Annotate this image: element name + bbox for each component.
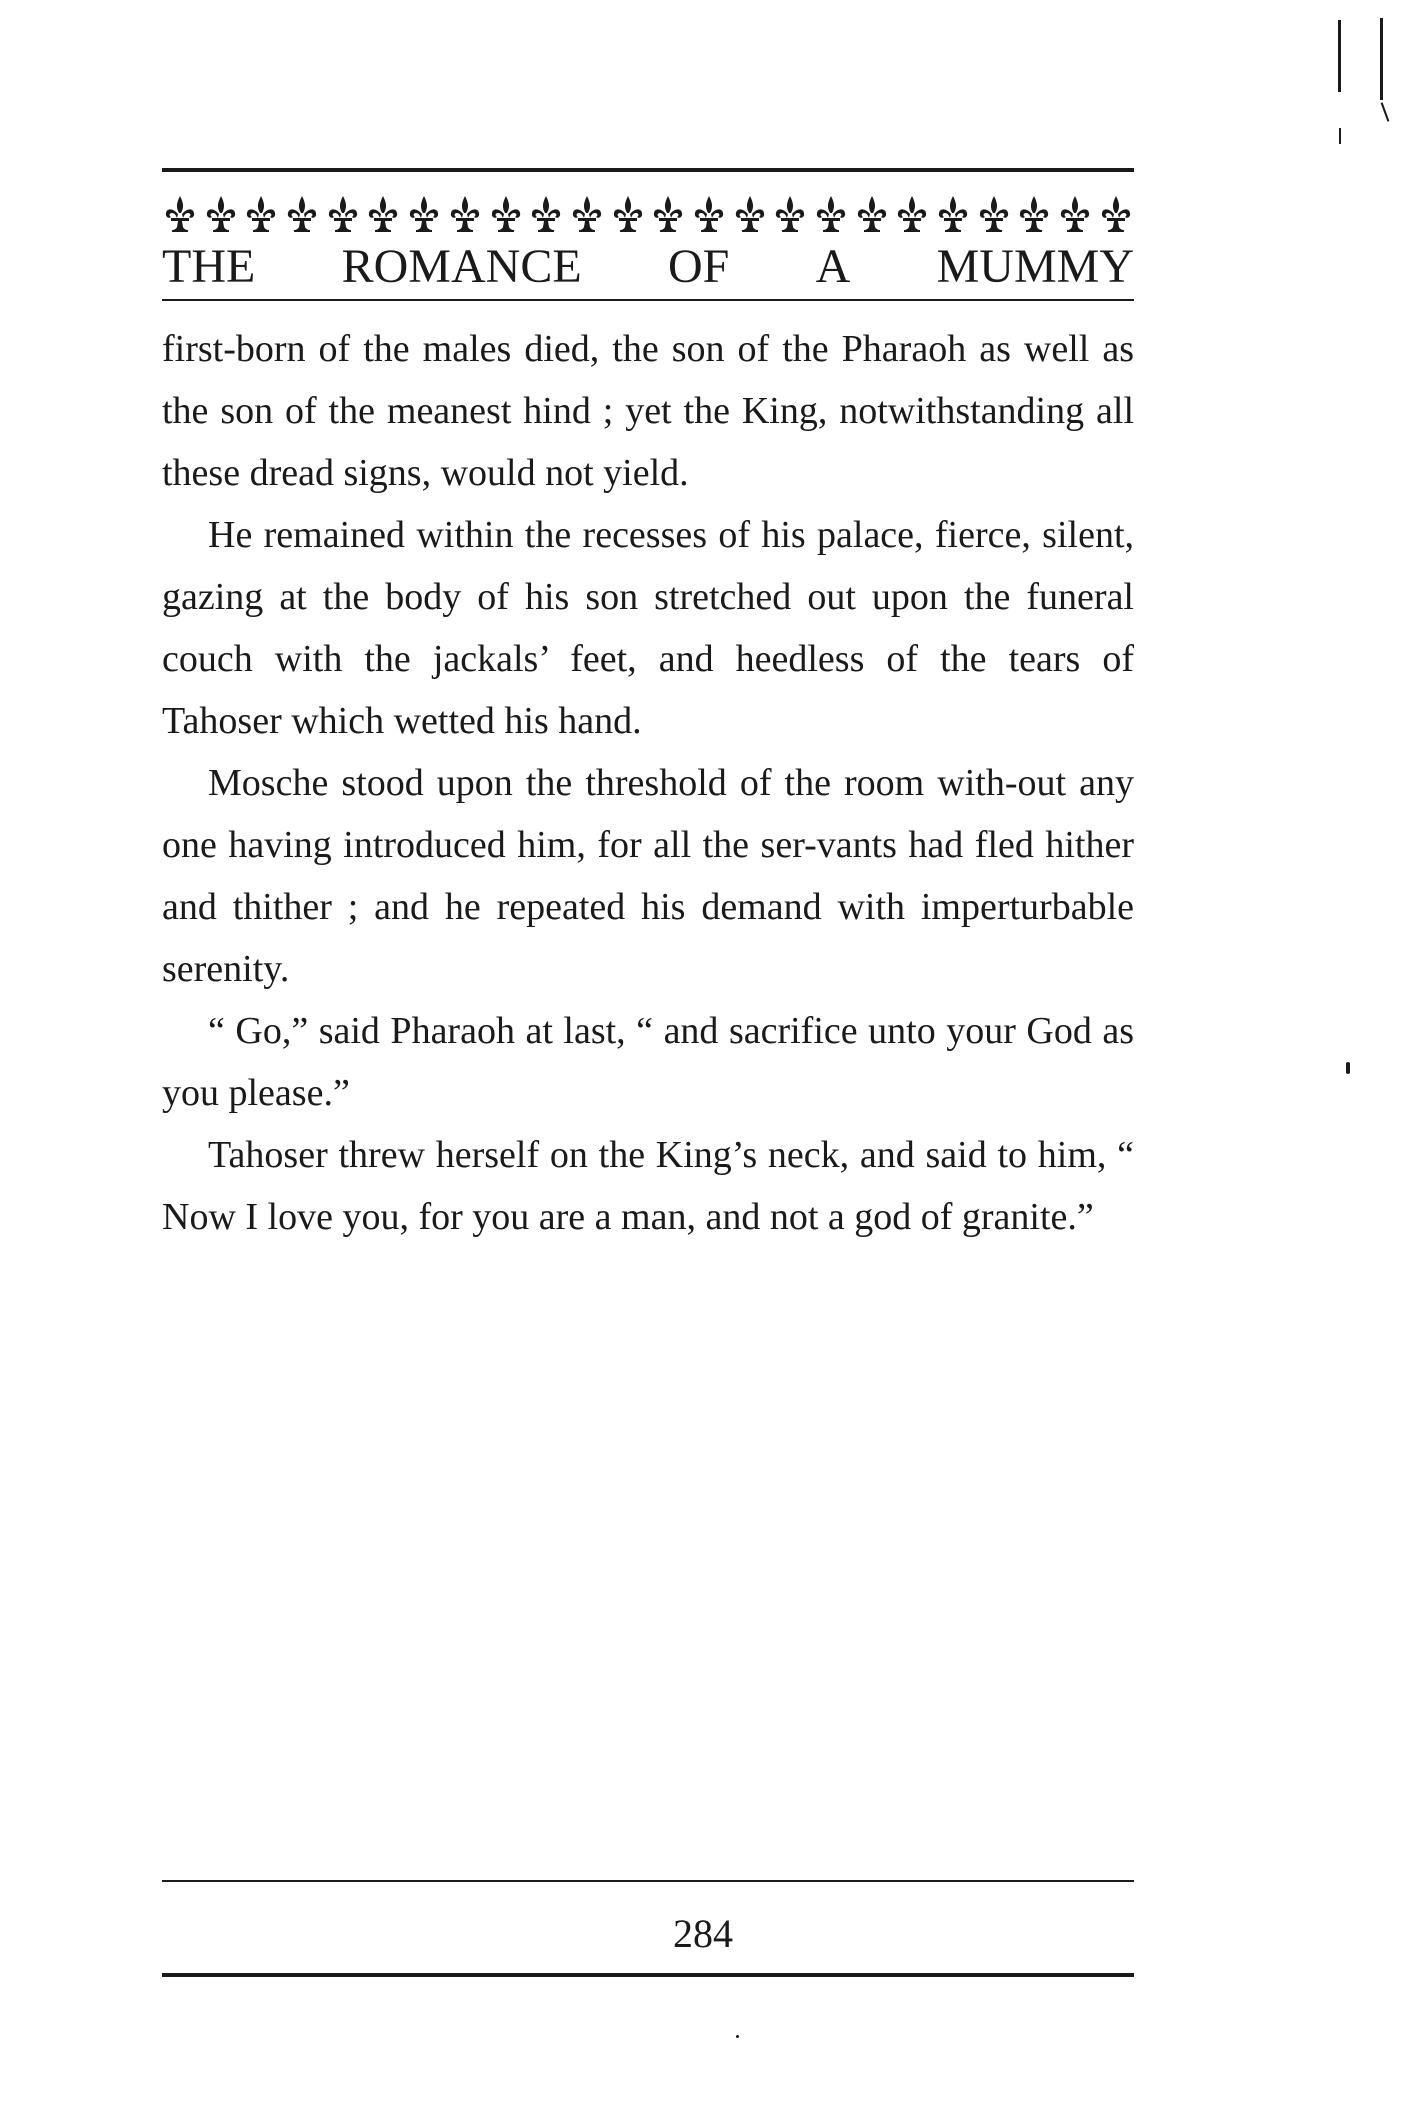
body-text	[162, 318, 1134, 1248]
paragraph: first-born of the males died, the son of the Pharaoh as well as the son of the meanest hind ; yet the King, notwithstanding all these dread signs, would not yield.	[162, 328, 1134, 494]
fleur-de-lis-icon	[488, 194, 524, 234]
header-bottom-rule	[162, 299, 1134, 301]
fleur-de-lis-icon	[732, 194, 768, 234]
fleur-de-lis-icon	[854, 194, 890, 234]
running-head	[162, 238, 1134, 294]
fleur-de-lis-icon	[406, 194, 442, 234]
fleur-de-lis-icon	[243, 194, 279, 234]
fleur-de-lis-icon	[528, 194, 564, 234]
fleur-de-lis-icon	[610, 194, 646, 234]
paragraph: Mosche stood upon the threshold of the room with-out any one having introduced him, for all the ser-vants had fled hither and thither ; and he repeated his demand with imperturbable serenity.	[162, 762, 1134, 990]
margin-mark	[1381, 102, 1390, 121]
margin-mark	[1339, 128, 1341, 144]
fleur-de-lis-icon	[1057, 194, 1093, 234]
header-top-rule	[162, 168, 1134, 172]
fleur-de-lis-icon	[813, 194, 849, 234]
running-head-word: A	[815, 239, 851, 293]
fleur-de-lis-icon	[162, 194, 198, 234]
fleur-de-lis-icon	[650, 194, 686, 234]
running-head-word: ROMANCE	[341, 239, 582, 293]
fleur-de-lis-icon	[894, 194, 930, 234]
fleur-de-lis-icon	[284, 194, 320, 234]
running-head-word: MUMMY	[936, 239, 1134, 293]
fleur-de-lis-icon	[772, 194, 808, 234]
fleur-de-lis-icon	[691, 194, 727, 234]
running-head-word: THE	[162, 239, 256, 293]
fleur-de-lis-icon	[976, 194, 1012, 234]
fleur-de-lis-icon	[569, 194, 605, 234]
fleur-de-lis-icon	[203, 194, 239, 234]
running-head-word: OF	[667, 239, 730, 293]
page-number: 284	[673, 1911, 733, 1956]
fleur-de-lis-icon	[447, 194, 483, 234]
footer-top-rule	[162, 1880, 1134, 1882]
ornament-band	[162, 194, 1134, 234]
fleur-de-lis-icon	[325, 194, 361, 234]
fleur-de-lis-icon	[365, 194, 401, 234]
paragraph: He remained within the recesses of his palace, fierce, silent, gazing at the body of his son stretched out upon the funeral couch with the jackals’ feet, and heedless of the tears of Tahoser which wetted his hand.	[162, 514, 1134, 742]
paragraph: “ Go,” said Pharaoh at last, “ and sacrifice unto your God as you please.”	[162, 1010, 1134, 1114]
footer-bottom-rule	[162, 1973, 1134, 1977]
fleur-de-lis-icon	[935, 194, 971, 234]
fleur-de-lis-icon	[1098, 194, 1134, 234]
fleur-de-lis-icon	[1016, 194, 1052, 234]
paragraph: Tahoser threw herself on the King’s neck, and said to him, “ Now I love you, for you are a man, and not a god of granite.”	[162, 1134, 1134, 1238]
margin-mark	[1346, 1062, 1350, 1074]
margin-mark	[1380, 18, 1383, 100]
margin-mark	[1338, 20, 1341, 92]
margin-mark	[736, 2035, 739, 2038]
